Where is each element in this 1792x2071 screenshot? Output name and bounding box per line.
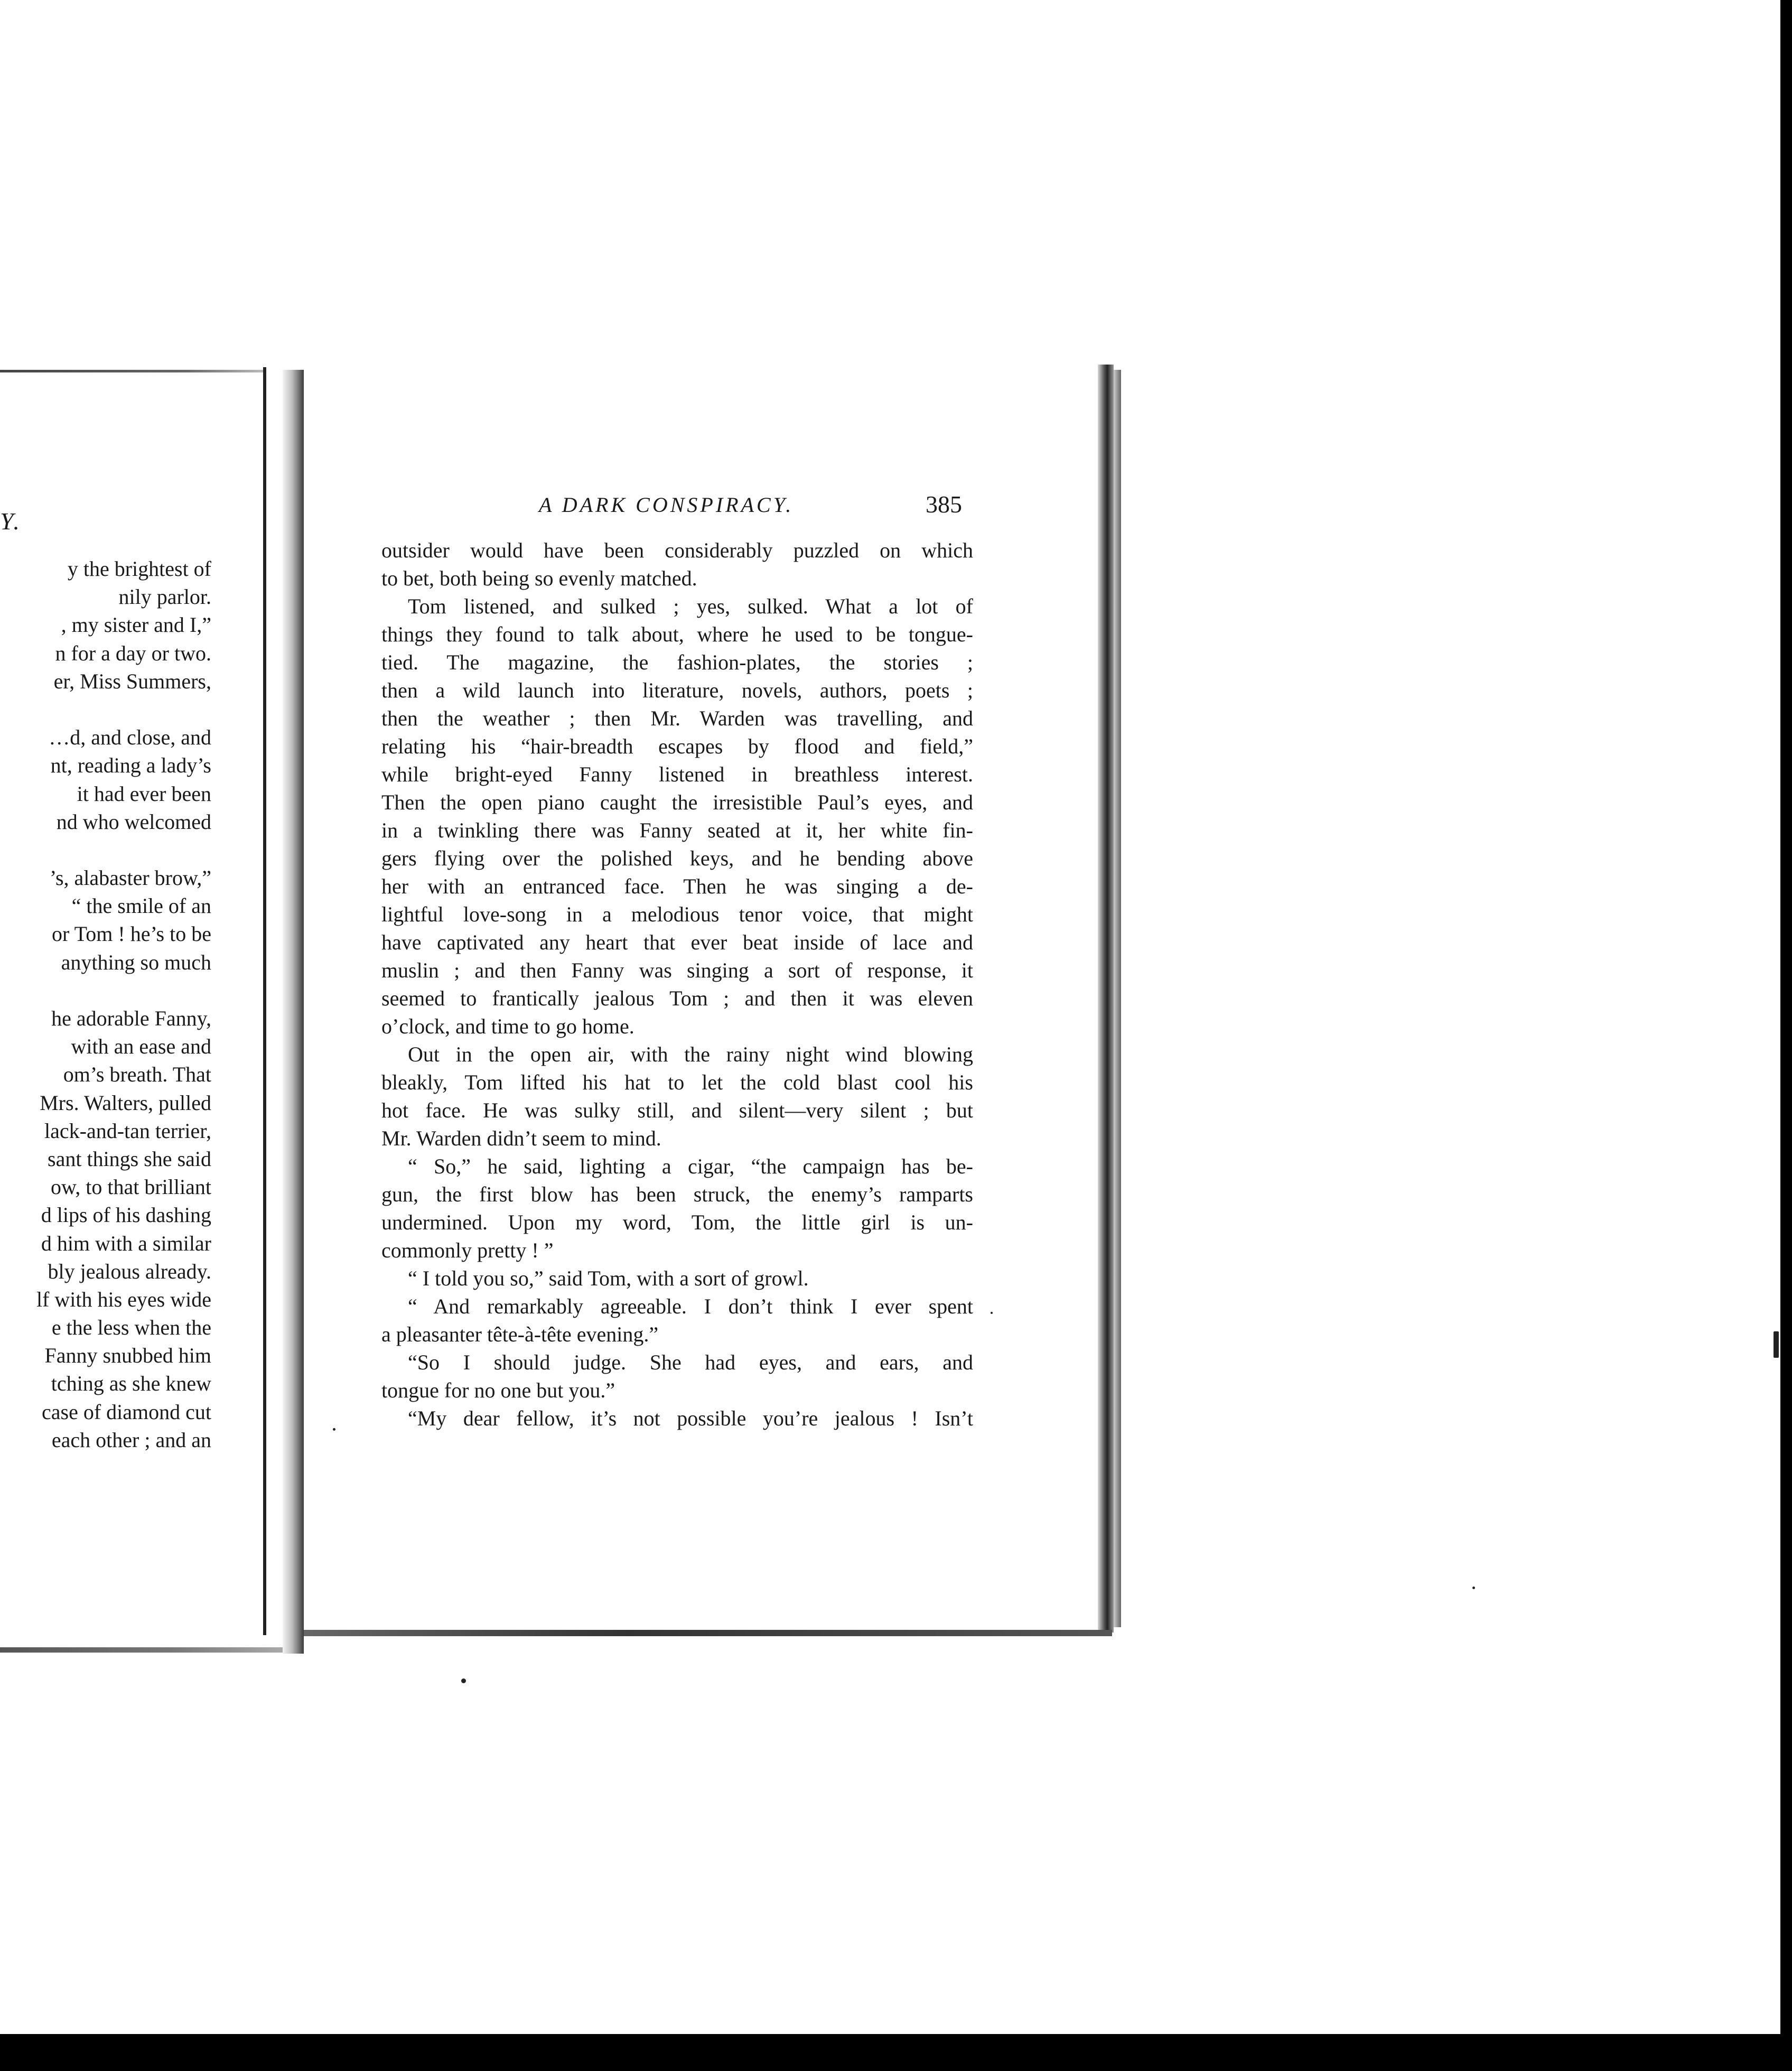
left-text-line: bly jealous already. (48, 1259, 211, 1283)
text-line: gers flying over the polished keys, and he bending above (381, 846, 973, 870)
scan-border-bottom (0, 2034, 1792, 2071)
spine-line (263, 367, 266, 1635)
left-text-line: ’s, alabaster brow,” (49, 866, 211, 890)
left-text-line: anything so much (61, 950, 211, 974)
text-line: Tom listened, and sulked ; yes, sulked. What a lot of (408, 594, 973, 618)
text-line: “ I told you so,” said Tom, with a sort of growl. (408, 1266, 809, 1290)
text-line: “ So,” he said, lighting a cigar, “the campaign has be- (408, 1154, 973, 1178)
left-text-line: it had ever been (77, 781, 211, 806)
left-text-line: lack-and-tan terrier, (44, 1118, 211, 1143)
text-line: then the weather ; then Mr. Warden was travelling, and (381, 706, 973, 730)
left-text-line: case of diamond cut (42, 1400, 211, 1424)
text-line: Out in the open air, with the rainy night wind blowing (408, 1042, 973, 1066)
text-line: muslin ; and then Fanny was singing a sort of response, it (381, 958, 973, 982)
left-text-line: sant things she said (48, 1146, 211, 1171)
text-line: to bet, both being so evenly matched. (381, 566, 697, 590)
dust-speck (333, 1428, 335, 1431)
left-running-head-fragment: Y. (0, 508, 22, 535)
left-text-line: …d, and close, and (49, 725, 211, 750)
left-text-line: y the brightest of (67, 557, 211, 581)
left-text-line: or Tom ! he’s to be (52, 922, 211, 946)
left-text-line: he adorable Fanny, (51, 1006, 211, 1030)
text-line: “My dear fellow, it’s not possible you’re jealous ! Isn’t (408, 1406, 973, 1430)
left-page-text (0, 555, 211, 1454)
left-text-line: e the less when the (51, 1316, 211, 1340)
text-line: a pleasanter tête-à-tête evening.” (381, 1322, 659, 1346)
left-text-line: lf with his eyes wide (36, 1287, 211, 1311)
dust-speck (461, 1678, 466, 1683)
page-number: 385 (926, 491, 962, 518)
text-line: things they found to talk about, where he used to be tongue- (381, 622, 973, 646)
scan-border-right (1780, 0, 1792, 2071)
text-line: “ And remarkably agreeable. I don’t think I ever spent (408, 1294, 973, 1318)
left-text-line: d lips of his dashing (41, 1203, 211, 1227)
text-line: tongue for no one but you.” (381, 1378, 615, 1402)
left-text-line: nily parlor. (118, 585, 211, 609)
text-line: outsider would have been considerably puzzled on which (381, 538, 973, 562)
running-head: A DARK CONSPIRACY. (539, 493, 794, 517)
text-line: relating his “hair-breadth escapes by flood and field,” (381, 734, 973, 758)
left-text-line: ow, to that brilliant (50, 1175, 211, 1199)
left-text-line (0, 976, 211, 1004)
left-text-line: Fanny snubbed him (44, 1344, 211, 1368)
text-line: Mr. Warden didn’t seem to mind. (381, 1126, 661, 1150)
text-line: while bright-eyed Fanny listened in breathless interest. (381, 762, 973, 786)
left-text-line: om’s breath. That (63, 1062, 211, 1087)
text-line: lightful love-song in a melodious tenor voice, that might (381, 902, 973, 926)
book-gutter-shadow (283, 370, 304, 1654)
left-text-line (0, 695, 211, 723)
text-line: undermined. Upon my word, Tom, the little girl is un- (381, 1210, 973, 1234)
left-text-line: n for a day or two. (55, 641, 211, 665)
edge-mark (1774, 1331, 1779, 1358)
left-page-bottom-edge (0, 1647, 285, 1653)
text-line: commonly pretty ! ” (381, 1238, 554, 1262)
left-text-line: d him with a similar (41, 1231, 211, 1255)
page-stack-edge (1114, 370, 1121, 1627)
text-line: gun, the first blow has been struck, the enemy’s ramparts (381, 1182, 973, 1206)
left-text-line: each other ; and an (51, 1428, 211, 1452)
left-text-line: tching as she knew (51, 1372, 211, 1396)
text-line: her with an entranced face. Then he was singing a de- (381, 874, 973, 898)
text-line: o’clock, and time to go home. (381, 1014, 634, 1038)
dust-speck (1472, 1587, 1475, 1589)
text-line: have captivated any heart that ever beat inside of lace and (381, 930, 973, 954)
left-page-top-edge (0, 370, 264, 372)
left-text-line: nd who welcomed (56, 809, 211, 834)
left-text-line: Mrs. Walters, pulled (40, 1090, 211, 1115)
right-page-bottom-edge (304, 1630, 1112, 1636)
text-line: in a twinkling there was Fanny seated at it, her white fin- (381, 818, 973, 842)
text-line: tied. The magazine, the fashion-plates, the stories ; (381, 650, 973, 674)
text-line: then a wild launch into literature, novels, authors, poets ; (381, 678, 973, 702)
dust-speck (991, 1312, 993, 1314)
right-page-edge (1098, 365, 1114, 1632)
text-line: “So I should judge. She had eyes, and ears, and (408, 1350, 973, 1374)
left-text-line: , my sister and I,” (61, 613, 211, 637)
text-line: bleakly, Tom lifted his hat to let the cold blast cool his (381, 1070, 973, 1094)
left-text-line (0, 836, 211, 864)
left-text-line: “ the smile of an (71, 894, 211, 918)
text-line: hot face. He was sulky still, and silent—very silent ; but (381, 1098, 973, 1122)
page-body (381, 536, 973, 1432)
left-text-line: with an ease and (71, 1034, 211, 1059)
left-text-line: nt, reading a lady’s (50, 753, 211, 778)
text-line: seemed to frantically jealous Tom ; and then it was eleven (381, 986, 973, 1010)
text-line: Then the open piano caught the irresistible Paul’s eyes, and (381, 790, 973, 814)
left-text-line: er, Miss Summers, (53, 669, 211, 693)
